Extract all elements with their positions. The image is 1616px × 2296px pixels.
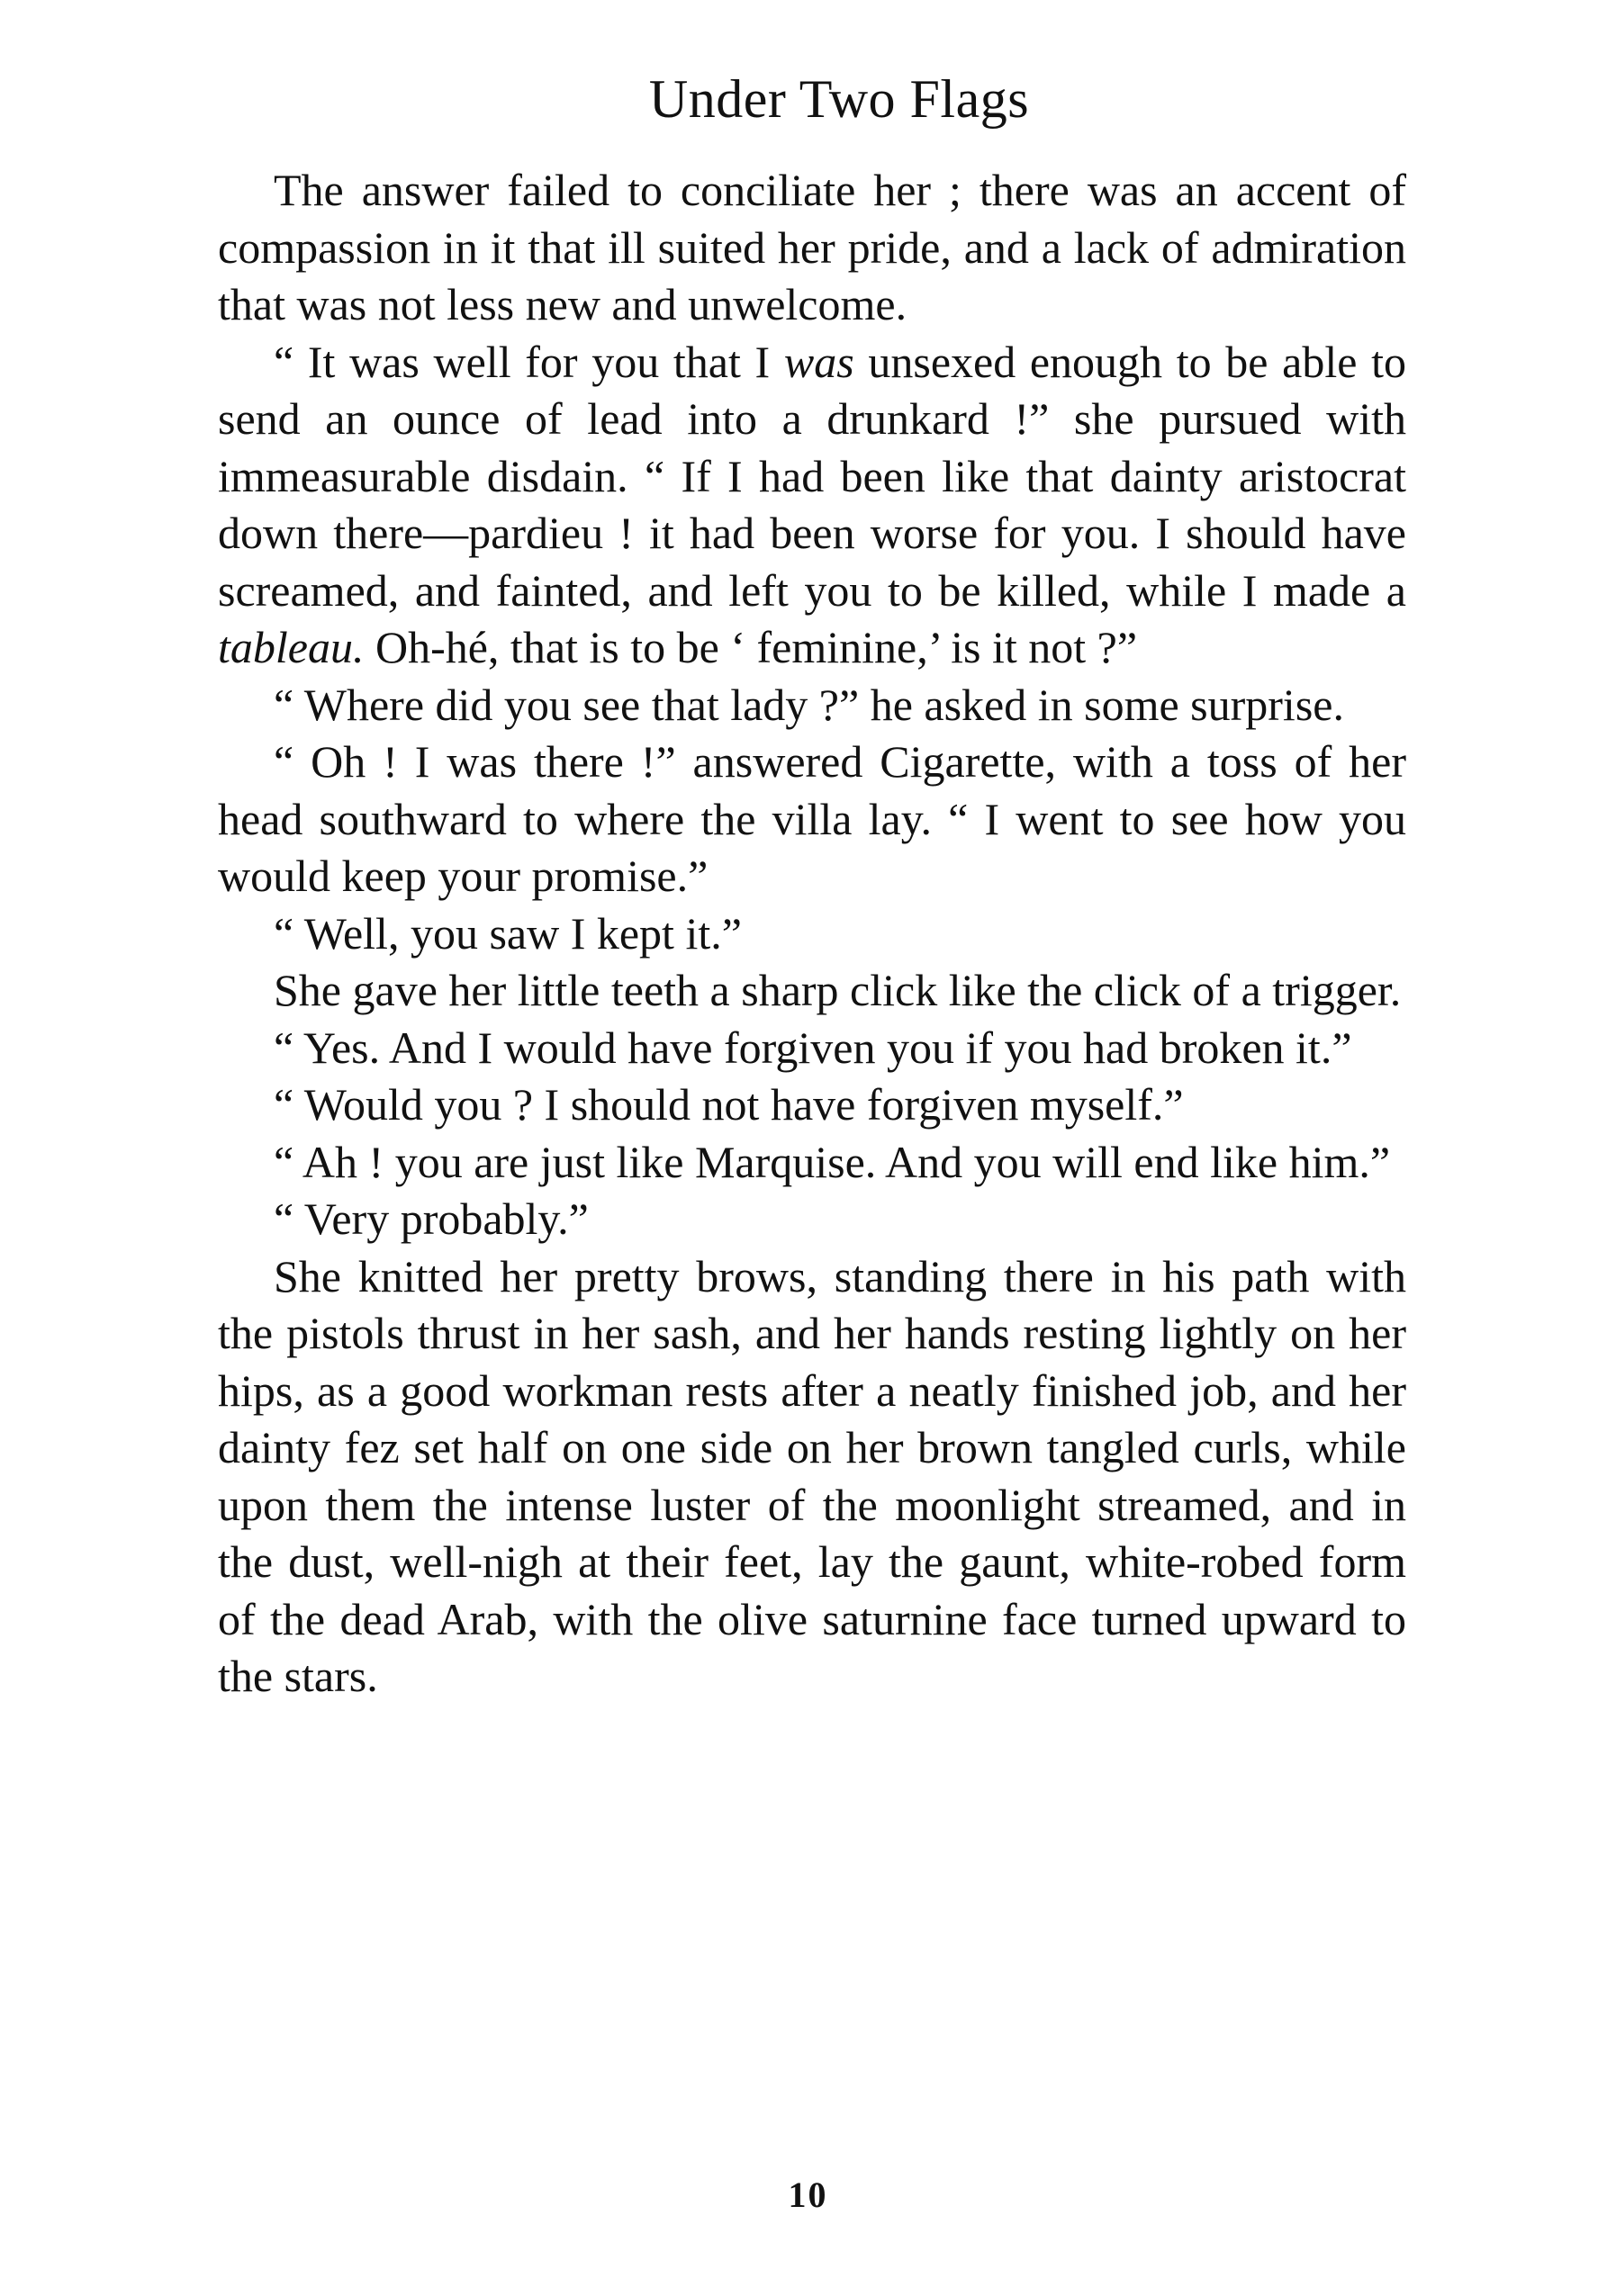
paragraph-6: She gave her little teeth a sharp click like the click of a trigger. xyxy=(274,965,1402,1015)
emphasis-was: was xyxy=(783,336,854,387)
paragraph-2-part-3: Oh-hé, that is to be ‘ feminine,’ is it not ?” xyxy=(364,622,1138,672)
page-number: 10 xyxy=(788,2174,828,2215)
paragraph-11: She knitted her pretty brows, standing there in his path with the pistols thrust in her sash, and her hands resting lightly on her hips, as a good workman rests after a neatly finished job, and her dainty fez set half on one side on her brown tangled curls, while upon them the intense luster of the moonlight streamed, and in the dust, well-nigh at their feet, lay the gaunt, white-robed form of the dead Arab, with the olive saturnine face turned upward to the stars. xyxy=(218,1250,1406,1701)
paragraph-10: “ Very probably.” xyxy=(274,1193,589,1244)
paragraph-2-part-1: “ It was well for you that I xyxy=(274,336,784,387)
book-page xyxy=(218,54,1406,1706)
paragraph-2-part-2: unsexed enough to be able to send an ounce of lead into a drunkard !” she pursued with immeasurable disdain. “ If I had been like that dainty aristocrat down there—pardieu ! it had been worse for you. I should have screamed, and fainted, and left you to be killed, while I made a xyxy=(218,336,1406,616)
paragraph-4: “ Oh ! I was there !” answered Cigarette, with a toss of her head southward to where the villa lay. “ I went to see how you would keep your promise.” xyxy=(218,736,1406,901)
paragraph-3: “ Where did you see that lady ?” he asked in some surprise. xyxy=(274,679,1344,730)
paragraph-9: “ Ah ! you are just like Marquise. And you will end like him.” xyxy=(274,1136,1391,1187)
running-head: Under Two Flags xyxy=(648,69,1030,129)
paragraph-2 xyxy=(218,334,1406,677)
paragraph-8: “ Would you ? I should not have forgiven myself.” xyxy=(274,1079,1184,1130)
body-text xyxy=(218,162,1406,1706)
emphasis-tableau: tableau. xyxy=(218,622,365,672)
paragraph-1: The answer failed to conciliate her ; there was an accent of compassion in it that ill suited her pride, and a lack of admiration that was not less new and unwelcome. xyxy=(218,165,1406,329)
paragraph-7: “ Yes. And I would have forgiven you if you had broken it.” xyxy=(274,1022,1352,1073)
paragraph-5: “ Well, you saw I kept it.” xyxy=(274,907,742,959)
